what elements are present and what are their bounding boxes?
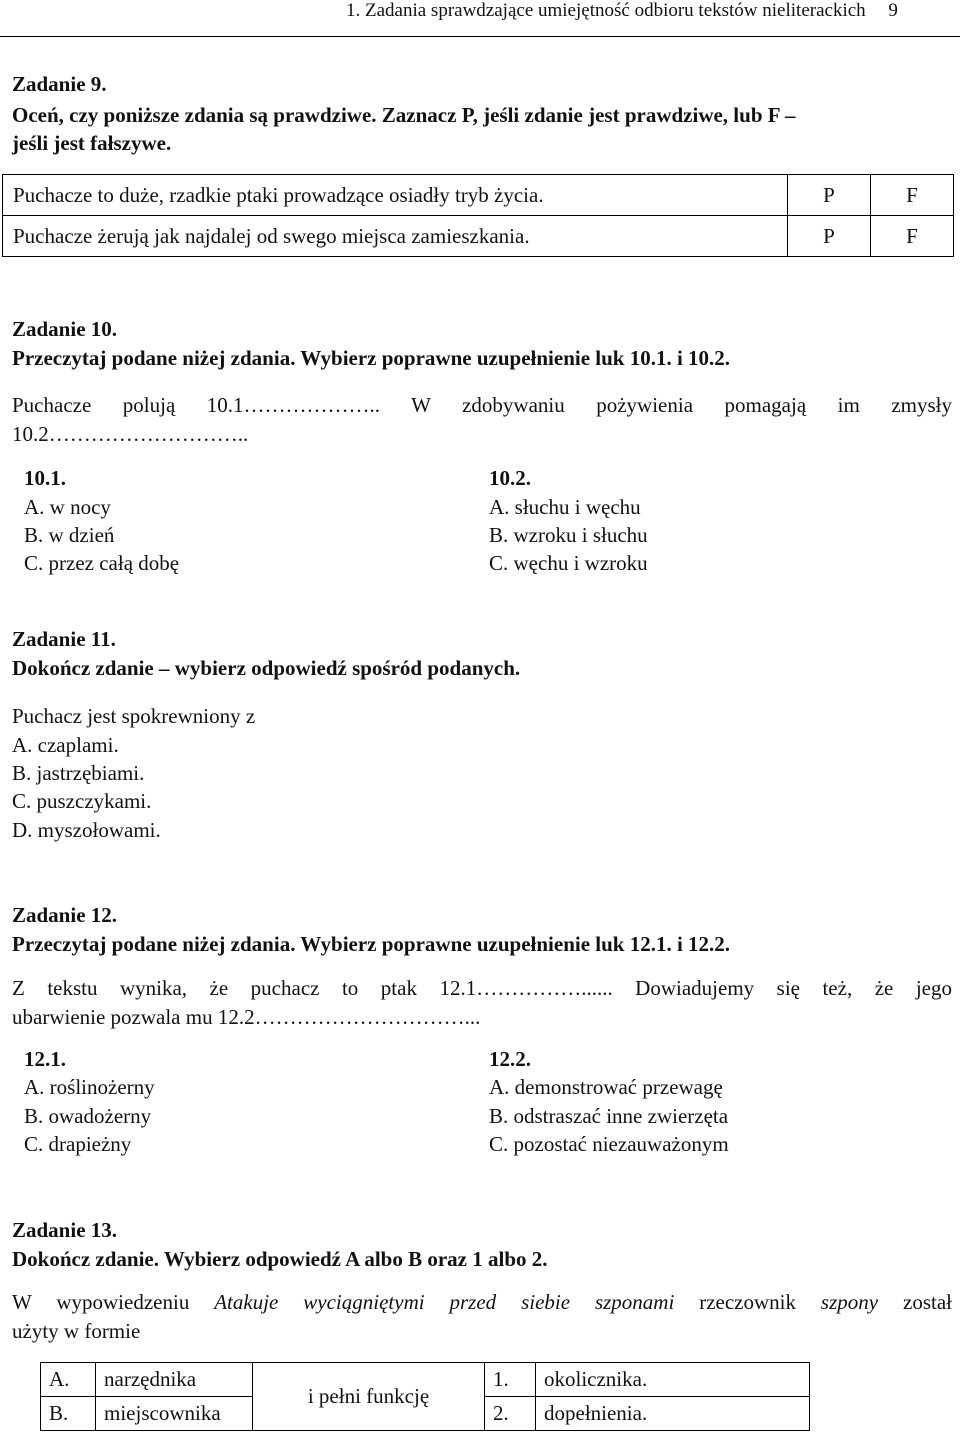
option-letter-b[interactable]: B. [41,1397,96,1431]
option-letter-a[interactable]: A. [41,1363,96,1397]
option-form-b[interactable]: miejscownika [96,1397,253,1431]
task11-option-d[interactable]: D. myszołowami. [12,818,161,842]
answer-f-1[interactable]: F [871,175,954,216]
task12-sentence-line2: ubarwienie pozwala mu 12.2…………………………... [12,1005,481,1029]
task11-stem: Puchacz jest spokrewniony z [12,704,256,728]
task10-option-2b[interactable]: B. wzroku i słuchu [489,523,648,547]
task10-option-2a[interactable]: A. słuchu i węchu [489,495,641,519]
task10-option-1b[interactable]: B. w dzień [24,523,115,547]
task10-option-1a[interactable]: A. w nocy [24,495,111,519]
answer-p-2[interactable]: P [788,216,871,257]
task9-title: Zadanie 9. [12,72,107,96]
task13-sentence-line1 [12,1290,952,1315]
task12-option-1b[interactable]: B. owadożerny [24,1104,152,1128]
option-function-2[interactable]: dopełnienia. [536,1397,810,1431]
task13-title: Zadanie 13. [12,1218,118,1242]
page-number: 9 [888,0,898,21]
task10-sentence-line1: Puchacze polują 10.1……………….. W zdobywaniu pożywienia pomagają im zmysły [12,393,952,417]
task10-instruction: Przeczytaj podane niżej zdania. Wybierz poprawne uzupełnienie luk 10.1. i 10.2. [12,346,731,370]
task11-title: Zadanie 11. [12,627,116,651]
noun: szpony [820,1290,879,1314]
task12-col1-head: 12.1. [24,1047,66,1071]
statement-1: Puchacze to duże, rzadkie ptaki prowadzące osiadły tryb życia. [3,175,788,216]
answer-p-1[interactable]: P [788,175,871,216]
task10-col2-head: 10.2. [489,466,531,490]
task11-option-b[interactable]: B. jastrzębiami. [12,761,145,785]
task12-option-2b[interactable]: B. odstraszać inne zwierzęta [489,1104,729,1128]
task11-option-a[interactable]: A. czaplami. [12,733,119,757]
table-row [3,216,954,257]
running-header [346,0,898,22]
true-false-table [2,174,954,257]
task12-sentence-line1: Z tekstu wynika, że puchacz to ptak 12.1……………...... Dowiadujemy się też, że jego [12,976,952,1000]
option-num-1[interactable]: 1. [485,1363,536,1397]
task10-sentence-line2: 10.2……………………….. [12,422,249,446]
task12-instruction: Przeczytaj podane niżej zdania. Wybierz poprawne uzupełnienie luk 12.1. i 12.2. [12,932,731,956]
task9-instruction-line1: Oceń, czy poniższe zdania są prawdziwe. Zaznacz P, jeśli zdanie jest prawdziwe, lub F – [12,103,796,127]
task12-option-1a[interactable]: A. roślinożerny [24,1075,155,1099]
sentence-text: W wypowiedzeniu [12,1290,215,1314]
task12-col2-head: 12.2. [489,1047,531,1071]
chapter-title: 1. Zadania sprawdzające umiejętność odbioru tekstów nieliterackich [346,0,866,21]
task10-col1-head: 10.1. [24,466,66,490]
task13-sentence-line2: użyty w formie [12,1319,141,1343]
option-function-1[interactable]: okolicznika. [536,1363,810,1397]
task10-option-1c[interactable]: C. przez całą dobę [24,551,180,575]
statement-2: Puchacze żerują jak najdalej od swego miejsca zamieszkania. [3,216,788,257]
task9-instruction-line2: jeśli jest fałszywe. [12,131,172,155]
option-num-2[interactable]: 2. [485,1397,536,1431]
option-form-a[interactable]: narzędnika [96,1363,253,1397]
task13-instruction: Dokończ zdanie. Wybierz odpowiedź A albo B oraz 1 albo 2. [12,1247,548,1271]
answer-f-2[interactable]: F [871,216,954,257]
sentence-text: rzeczownik [674,1290,821,1314]
table-row [3,175,954,216]
sentence-text: został [878,1290,952,1314]
task12-option-2a[interactable]: A. demonstrować przewagę [489,1075,723,1099]
task11-instruction: Dokończ zdanie – wybierz odpowiedź spośród podanych. [12,656,521,680]
quoted-sentence: Atakuje wyciągniętymi przed siebie szponami [214,1290,675,1314]
middle-phrase: i pełni funkcję [253,1363,485,1431]
answer-table [40,1362,810,1431]
task12-option-2c[interactable]: C. pozostać niezauważonym [489,1132,729,1156]
table-row [41,1363,810,1397]
task12-option-1c[interactable]: C. drapieżny [24,1132,132,1156]
task11-option-c[interactable]: C. puszczykami. [12,789,152,813]
task10-option-2c[interactable]: C. węchu i wzroku [489,551,648,575]
header-divider [0,36,960,37]
task10-title: Zadanie 10. [12,317,118,341]
task12-title: Zadanie 12. [12,903,118,927]
